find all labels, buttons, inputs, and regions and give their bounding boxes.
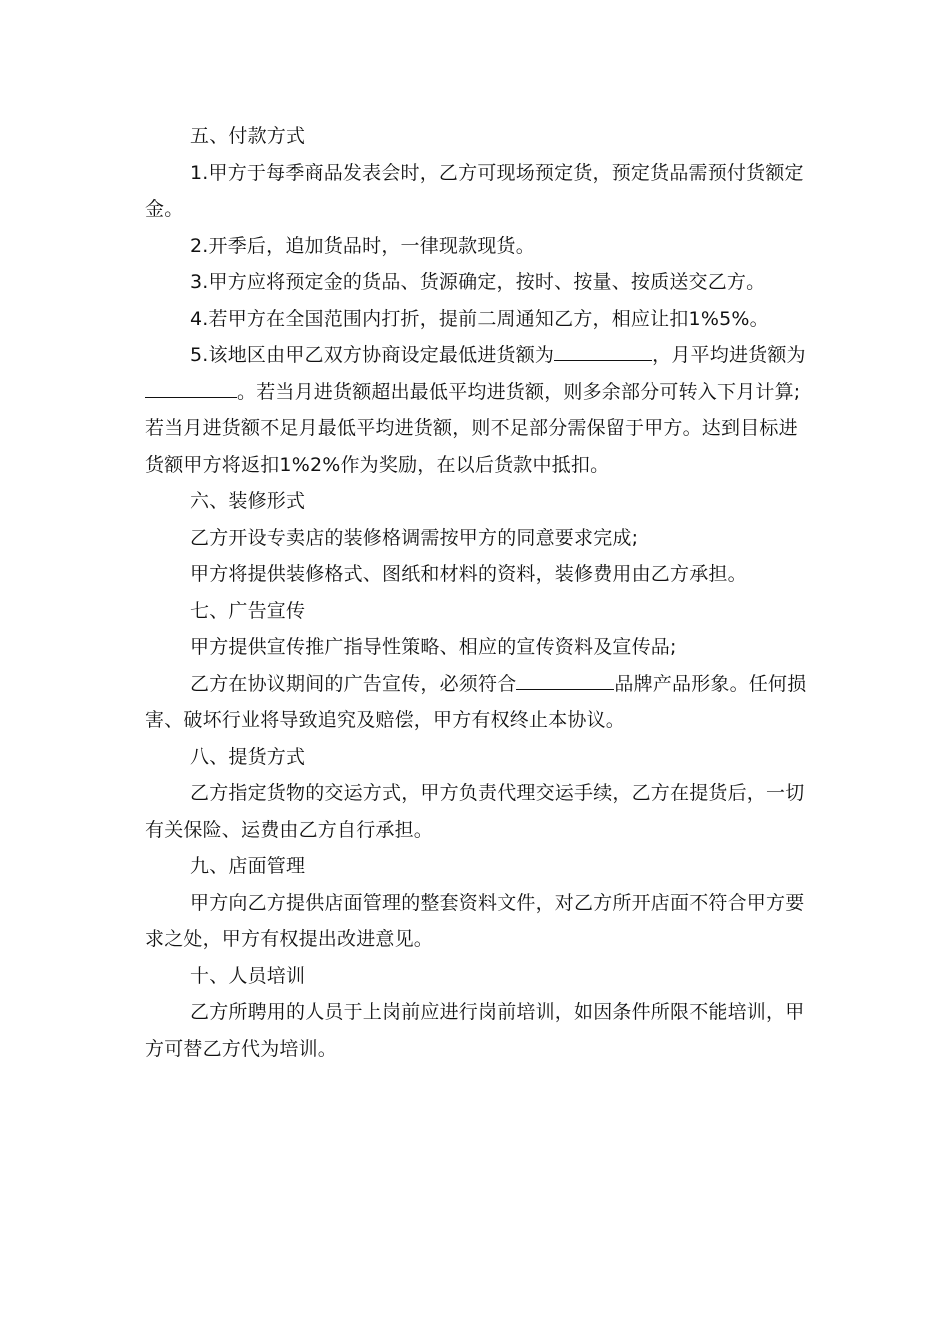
paragraph: 甲方提供宣传推广指导性策略、相应的宣传资料及宣传品; [190,636,677,658]
paragraph: 乙方所聘用的人员于上岗前应进行岗前培训，如因条件所限不能培训，甲方可替乙方代为培训。 [145,1001,805,1060]
paragraph: 乙方开设专卖店的装修格调需按甲方的同意要求完成; [190,526,639,549]
text: 品牌产品形象。任何损害、破坏行业将导致追究及赔偿，甲方有权终止本协议。 [145,672,807,731]
paragraph-brand-image [145,666,810,739]
section-heading-training: 十、人员培训 [190,964,306,987]
section-heading-decoration: 六、装修形式 [190,490,306,512]
paragraph: 乙方指定货物的交运方式，甲方负责代理交运手续，乙方在提货后，一切有关保险、运费由乙方自行承担。 [145,782,805,841]
section-heading-advertising: 七、广告宣传 [190,599,306,622]
paragraph: 甲方将提供装修格式、图纸和材料的资料，装修费用由乙方承担。 [190,563,747,585]
text: 乙方在协议期间的广告宣传，必须符合 [190,672,517,695]
paragraph: 1.甲方于每季商品发表会时，乙方可现场预定货，预定货品需预付货额定金。 [145,161,804,220]
section-heading-delivery: 八、提货方式 [190,745,306,768]
paragraph: 4.若甲方在全国范围内打折，提前二周通知乙方，相应让扣1%5%。 [190,307,769,330]
paragraph: 3.甲方应将预定金的货品、货源确定，按时、按量、按质送交乙方。 [190,271,766,293]
text: 5.该地区由甲乙双方协商设定最低进货额为 [190,344,555,366]
blank-line [145,377,237,398]
paragraph: 甲方向乙方提供店面管理的整套资料文件，对乙方所开店面不符合甲方要求之处，甲方有权提出改进意见。 [145,891,805,950]
section-heading-store-management: 九、店面管理 [190,855,306,877]
blank-line [554,340,652,361]
blank-line [516,669,614,690]
text: ，月平均进货额为 [652,344,806,366]
section-heading-payment: 五、付款方式 [190,125,306,147]
paragraph: 2.开季后，追加货品时，一律现款现货。 [190,234,535,257]
text: 。若当月进货额超出最低平均进货额，则多余部分可转入下月计算;若当月进货额不足月最低平均进货额，则不足部分需保留于甲方。达到目标进货额甲方将返扣1%2%作为奖励，在以后货款中抵扣。 [145,380,801,476]
paragraph-min-purchase [145,337,810,483]
